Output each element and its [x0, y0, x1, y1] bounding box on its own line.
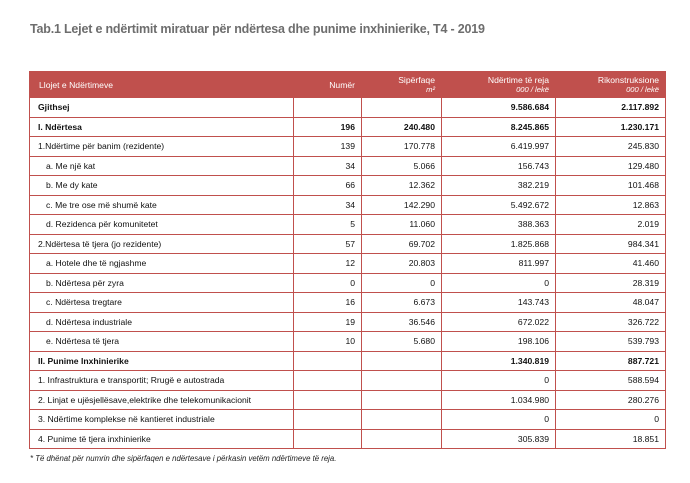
cell-reconstruction: 326.722	[556, 312, 666, 332]
cell-number	[294, 429, 362, 449]
cell-area: 142.290	[362, 195, 442, 215]
cell-new: 305.839	[442, 429, 556, 449]
cell-new: 143.743	[442, 293, 556, 313]
table-row	[30, 332, 666, 352]
header-number: Numër	[294, 72, 362, 98]
table-row	[30, 254, 666, 274]
table-row	[30, 371, 666, 391]
cell-reconstruction: 48.047	[556, 293, 666, 313]
row-label: 3. Ndërtime komplekse në kantieret industriale	[30, 410, 294, 430]
row-label: 1. Infrastruktura e transportit; Rrugë e autostrada	[30, 371, 294, 391]
cell-reconstruction: 41.460	[556, 254, 666, 274]
cell-number	[294, 410, 362, 430]
table-row	[30, 410, 666, 430]
row-label: c. Me tre ose më shumë kate	[30, 195, 294, 215]
table-row	[30, 312, 666, 332]
cell-reconstruction: 887.721	[556, 351, 666, 371]
cell-area	[362, 429, 442, 449]
footnote: * Të dhënat për numrin dhe sipërfaqen e ndërtesave i përkasin vetëm ndërtimeve të reja.	[30, 454, 337, 463]
cell-new: 811.997	[442, 254, 556, 274]
header-construction-type: Llojet e Ndërtimeve	[30, 72, 294, 98]
cell-number	[294, 371, 362, 391]
cell-area	[362, 410, 442, 430]
cell-area: 20.803	[362, 254, 442, 274]
cell-new: 8.245.865	[442, 117, 556, 137]
cell-number	[294, 98, 362, 118]
row-label: I. Ndërtesa	[30, 117, 294, 137]
header-new-label: Ndërtime të reja	[487, 74, 549, 85]
cell-number: 19	[294, 312, 362, 332]
cell-number: 34	[294, 195, 362, 215]
row-label: d. Ndërtesa industriale	[30, 312, 294, 332]
header-new-unit: 000 / lekë	[516, 84, 549, 94]
cell-number: 16	[294, 293, 362, 313]
cell-new: 5.492.672	[442, 195, 556, 215]
cell-new: 198.106	[442, 332, 556, 352]
table-header-row	[30, 72, 666, 98]
row-label: Gjithsej	[30, 98, 294, 118]
table-row	[30, 390, 666, 410]
cell-new: 6.419.997	[442, 137, 556, 157]
cell-number: 34	[294, 156, 362, 176]
cell-area: 240.480	[362, 117, 442, 137]
table-row	[30, 137, 666, 157]
table-row	[30, 293, 666, 313]
cell-reconstruction: 2.117.892	[556, 98, 666, 118]
row-label: a. Hotele dhe të ngjashme	[30, 254, 294, 274]
cell-reconstruction: 1.230.171	[556, 117, 666, 137]
row-label: d. Rezidenca për komunitetet	[30, 215, 294, 235]
header-recon-label: Rikonstruksione	[597, 74, 659, 85]
cell-reconstruction: 588.594	[556, 371, 666, 391]
row-label: II. Punime Inxhinierike	[30, 351, 294, 371]
row-label: 4. Punime të tjera inxhinierike	[30, 429, 294, 449]
cell-number: 5	[294, 215, 362, 235]
table-row	[30, 234, 666, 254]
cell-area: 5.066	[362, 156, 442, 176]
cell-number: 66	[294, 176, 362, 196]
cell-area: 170.778	[362, 137, 442, 157]
row-label: 2.Ndërtesa të tjera (jo rezidente)	[30, 234, 294, 254]
cell-reconstruction: 245.830	[556, 137, 666, 157]
row-label: 2. Linjat e ujësjellësave,elektrike dhe telekomunikacionit	[30, 390, 294, 410]
cell-new: 388.363	[442, 215, 556, 235]
cell-number: 57	[294, 234, 362, 254]
cell-reconstruction: 0	[556, 410, 666, 430]
table-row	[30, 195, 666, 215]
cell-new: 0	[442, 371, 556, 391]
cell-area: 6.673	[362, 293, 442, 313]
cell-number: 12	[294, 254, 362, 274]
header-area	[362, 72, 442, 98]
header-area-unit: m²	[426, 84, 435, 94]
cell-reconstruction: 2.019	[556, 215, 666, 235]
cell-number	[294, 390, 362, 410]
cell-number: 196	[294, 117, 362, 137]
header-new-construction	[442, 72, 556, 98]
cell-reconstruction: 18.851	[556, 429, 666, 449]
cell-new: 1.034.980	[442, 390, 556, 410]
cell-area: 0	[362, 273, 442, 293]
cell-reconstruction: 129.480	[556, 156, 666, 176]
cell-area: 11.060	[362, 215, 442, 235]
table-title: Tab.1 Lejet e ndërtimit miratuar për ndërtesa dhe punime inxhinierike, T4 - 2019	[30, 22, 485, 36]
header-area-label: Sipërfaqe	[398, 74, 435, 85]
cell-area: 12.362	[362, 176, 442, 196]
table-row	[30, 117, 666, 137]
cell-area: 69.702	[362, 234, 442, 254]
cell-area: 36.546	[362, 312, 442, 332]
cell-area: 5.680	[362, 332, 442, 352]
permits-table	[29, 71, 666, 449]
header-reconstruction	[556, 72, 666, 98]
cell-new: 0	[442, 410, 556, 430]
cell-reconstruction: 984.341	[556, 234, 666, 254]
cell-reconstruction: 280.276	[556, 390, 666, 410]
cell-new: 9.586.684	[442, 98, 556, 118]
cell-reconstruction: 101.468	[556, 176, 666, 196]
cell-area	[362, 390, 442, 410]
row-label: b. Ndërtesa për zyra	[30, 273, 294, 293]
row-label: b. Me dy kate	[30, 176, 294, 196]
cell-reconstruction: 12.863	[556, 195, 666, 215]
table-row	[30, 351, 666, 371]
header-recon-unit: 000 / lekë	[626, 84, 659, 94]
cell-area	[362, 351, 442, 371]
row-label: a. Me një kat	[30, 156, 294, 176]
cell-new: 156.743	[442, 156, 556, 176]
cell-reconstruction: 539.793	[556, 332, 666, 352]
cell-number: 10	[294, 332, 362, 352]
cell-area	[362, 98, 442, 118]
table-row	[30, 215, 666, 235]
row-label: 1.Ndërtime për banim (rezidente)	[30, 137, 294, 157]
row-label: c. Ndërtesa tregtare	[30, 293, 294, 313]
cell-area	[362, 371, 442, 391]
table-row	[30, 98, 666, 118]
table-row	[30, 429, 666, 449]
cell-number	[294, 351, 362, 371]
cell-new: 672.022	[442, 312, 556, 332]
table-row	[30, 273, 666, 293]
cell-new: 1.340.819	[442, 351, 556, 371]
cell-number: 139	[294, 137, 362, 157]
row-label: e. Ndërtesa të tjera	[30, 332, 294, 352]
table-row	[30, 156, 666, 176]
cell-new: 0	[442, 273, 556, 293]
cell-new: 1.825.868	[442, 234, 556, 254]
table-row	[30, 176, 666, 196]
cell-new: 382.219	[442, 176, 556, 196]
cell-reconstruction: 28.319	[556, 273, 666, 293]
cell-number: 0	[294, 273, 362, 293]
